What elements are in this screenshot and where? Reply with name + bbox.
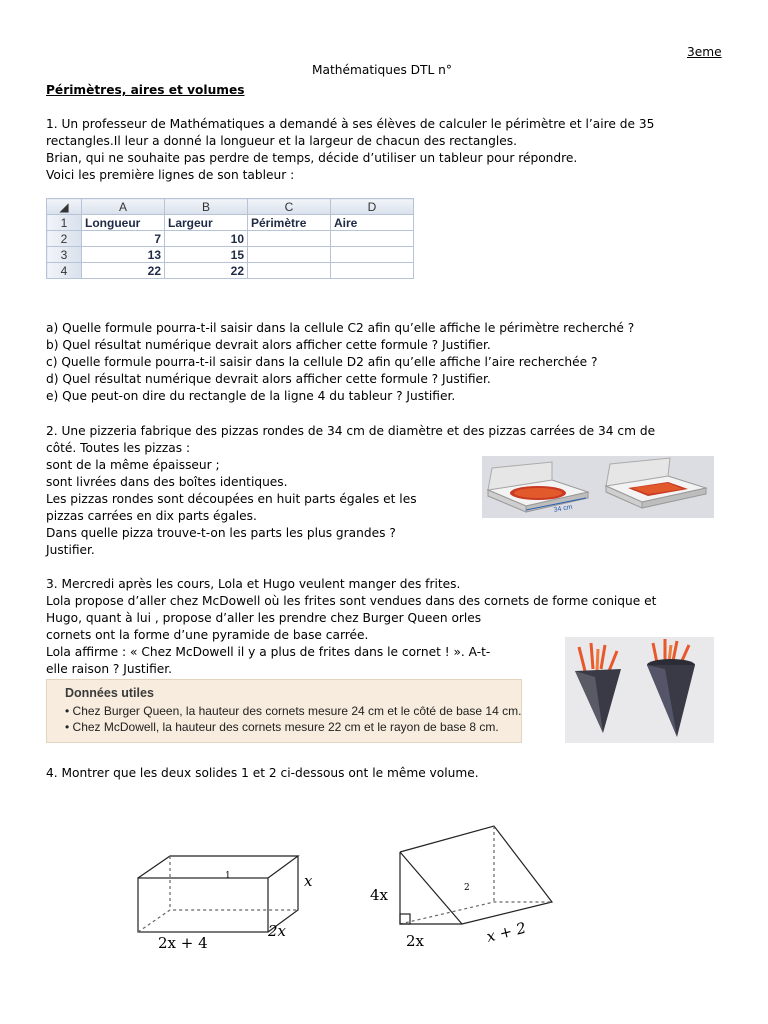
q2-line: 2. Une pizzeria fabrique des pizzas rondes de 34 cm de diamètre et des pizzas carrées de 34 cm de — [46, 424, 656, 438]
donnees-item: • Chez Burger Queen, la hauteur des cornets mesure 24 cm et le côté de base 14 cm. — [65, 704, 522, 718]
row-header: 2 — [47, 231, 82, 247]
table-row — [47, 231, 414, 247]
q3-line: Hugo, quant à lui , propose d’aller les prendre chez Burger Queen orles — [46, 611, 482, 625]
level-label: 3eme — [687, 45, 722, 59]
table-row — [47, 215, 414, 231]
cell — [248, 263, 331, 279]
q1-line: Voici les première lignes de son tableur : — [46, 168, 295, 182]
cell: 13 — [82, 247, 165, 263]
column-header: B — [165, 199, 248, 215]
q1-question: a) Quelle formule pourra-t-il saisir dans la cellule C2 afin qu’elle affiche le périmètre recherché ? — [46, 321, 635, 335]
solid-2-diagram — [364, 818, 576, 958]
column-header: C — [248, 199, 331, 215]
q1-question: d) Quel résultat numérique devrait alors afficher cette formule ? Justifier. — [46, 372, 491, 386]
page-title: Mathématiques DTL n° — [312, 63, 452, 77]
table-row — [47, 263, 414, 279]
table-row — [47, 247, 414, 263]
q2-line: Les pizzas rondes sont découpées en huit parts égales et les — [46, 492, 417, 506]
solid-1-diagram — [130, 850, 330, 955]
pizza-boxes-image — [482, 456, 714, 518]
spreadsheet-table — [46, 198, 414, 279]
q1-line: Brian, qui ne souhaite pas perdre de temps, décide d’utiliser un tableur pour répondre. — [46, 151, 578, 165]
cell — [331, 231, 414, 247]
q3-line: Lola affirme : « Chez McDowell il y a plus de frites dans le cornet ! ». A-t- — [46, 645, 491, 659]
q1-question: b) Quel résultat numérique devrait alors afficher cette formule ? Justifier. — [46, 338, 491, 352]
section-title: Périmètres, aires et volumes — [46, 83, 245, 97]
q4-line: 4. Montrer que les deux solides 1 et 2 ci-dessous ont le même volume. — [46, 766, 479, 780]
cell — [248, 247, 331, 263]
cell: Longueur — [82, 215, 165, 231]
solid-2-label: 2 — [464, 883, 470, 893]
row-header: 4 — [47, 263, 82, 279]
cell — [248, 231, 331, 247]
q1-question: e) Que peut-on dire du rectangle de la ligne 4 du tableur ? Justifier. — [46, 389, 456, 403]
column-header: A — [82, 199, 165, 215]
cell: 10 — [165, 231, 248, 247]
q2-line: Justifier. — [46, 543, 95, 557]
q2-line: sont de la même épaisseur ; — [46, 458, 220, 472]
fries-cones-image — [565, 637, 714, 743]
cell: 22 — [82, 263, 165, 279]
corner-cell: ◢ — [47, 199, 82, 215]
pizza-dimension-label: 34 cm — [553, 503, 574, 514]
cell: Largeur — [165, 215, 248, 231]
solid-1-length: 2x + 4 — [158, 934, 208, 952]
spreadsheet-image — [46, 198, 420, 296]
column-header: D — [331, 199, 414, 215]
q1-line: rectangles.Il leur a donné la longueur et la largeur de chacun des rectangles. — [46, 134, 517, 148]
solid-2-base: 2x — [406, 932, 425, 950]
q3-line: 3. Mercredi après les cours, Lola et Hugo veulent manger des frites. — [46, 577, 461, 591]
solid-2-height: 4x — [370, 886, 389, 904]
row-header: 1 — [47, 215, 82, 231]
solid-1-depth: 2x — [268, 922, 287, 940]
q2-line: côté. Toutes les pizzas : — [46, 441, 191, 455]
cell: Périmètre — [248, 215, 331, 231]
donnees-title: Données utiles — [65, 686, 154, 700]
q3-line: Lola propose d’aller chez McDowell où les frites sont vendues dans des cornets de forme conique et — [46, 594, 657, 608]
cell — [331, 263, 414, 279]
row-header: 3 — [47, 247, 82, 263]
cell: Aire — [331, 215, 414, 231]
cell: 7 — [82, 231, 165, 247]
q2-line: Dans quelle pizza trouve-t-on les parts les plus grandes ? — [46, 526, 396, 540]
q1-line: 1. Un professeur de Mathématiques a demandé à ses élèves de calculer le périmètre et l’aire de 35 — [46, 117, 655, 131]
cell: 22 — [165, 263, 248, 279]
q2-line: sont livrées dans des boîtes identiques. — [46, 475, 288, 489]
solid-1-label: 1 — [225, 871, 231, 881]
cell: 15 — [165, 247, 248, 263]
donnees-utiles-box — [46, 679, 522, 743]
solid-1-height: x — [304, 872, 313, 890]
q1-question: c) Quelle formule pourra-t-il saisir dans la cellule D2 afin qu’elle affiche l’aire recherchée ? — [46, 355, 598, 369]
q3-line: elle raison ? Justifier. — [46, 662, 173, 676]
q2-line: pizzas carrées en dix parts égales. — [46, 509, 257, 523]
q3-line: cornets ont la forme d’une pyramide de base carrée. — [46, 628, 369, 642]
solid-2-length: x + 2 — [484, 918, 528, 946]
donnees-item: • Chez McDowell, la hauteur des cornets mesure 22 cm et le rayon de base 8 cm. — [65, 720, 499, 734]
cell — [331, 247, 414, 263]
